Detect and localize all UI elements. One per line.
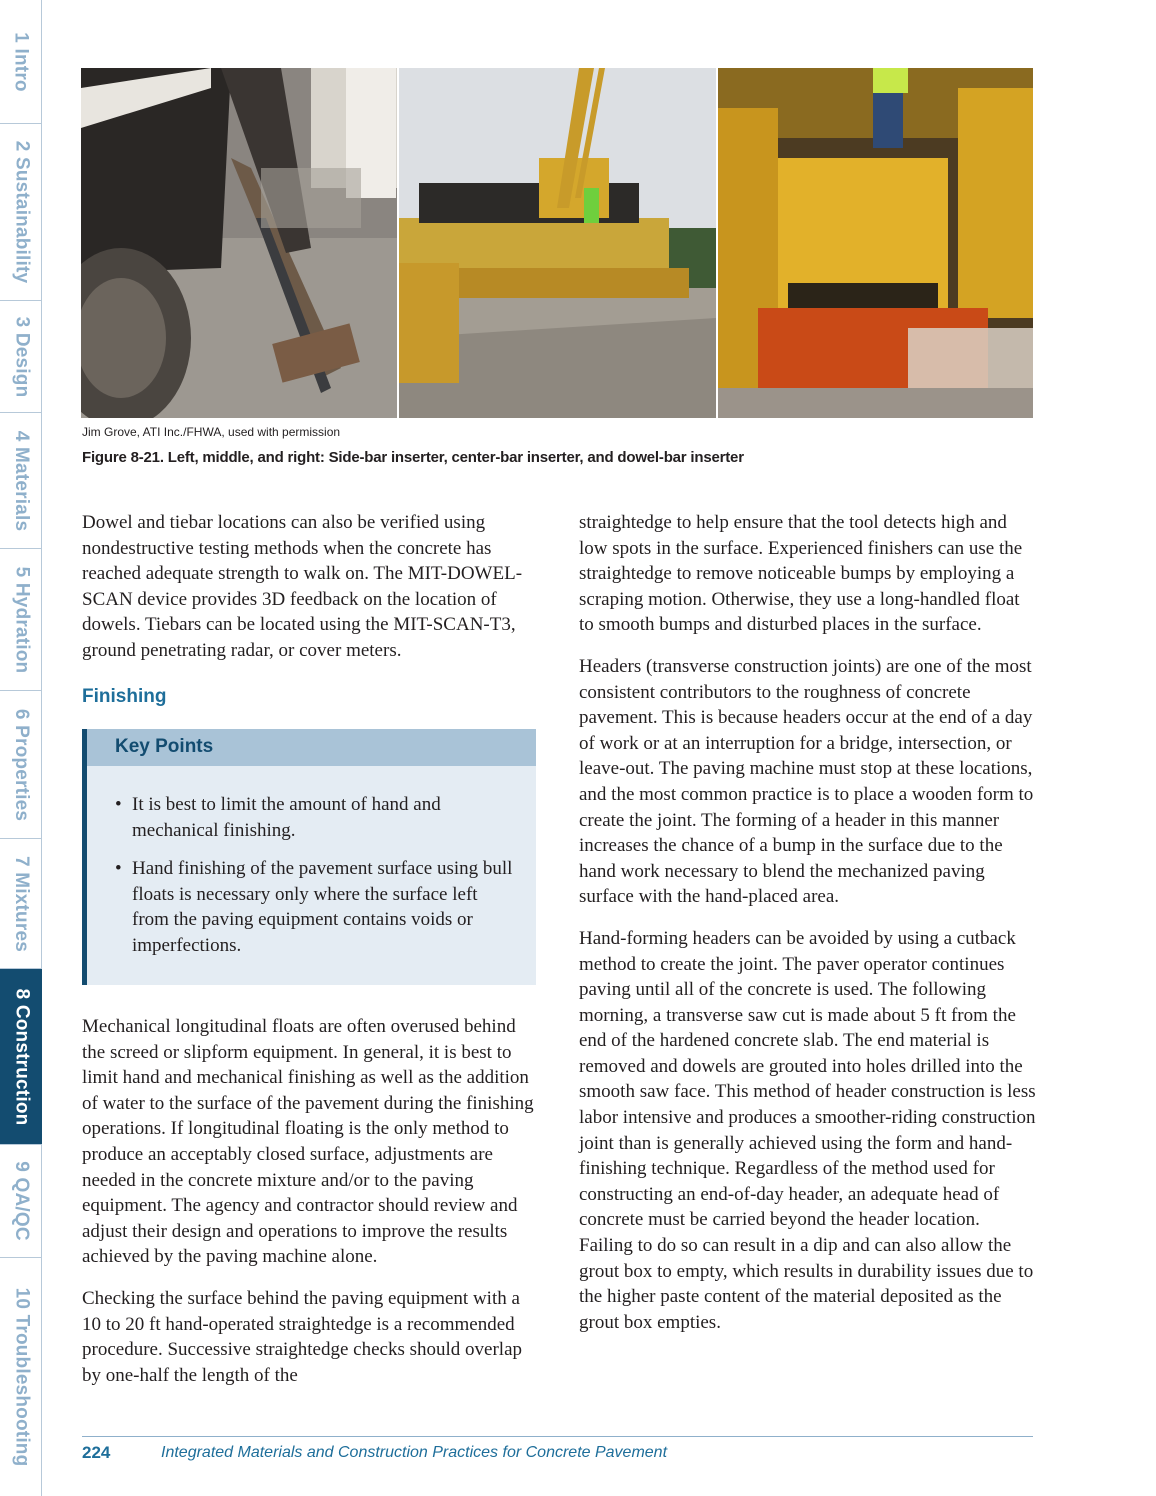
tab-sustainability[interactable] (0, 124, 42, 301)
tab-label: 6 Properties (11, 708, 33, 821)
tab-hydration[interactable] (0, 549, 42, 691)
page-number: 224 (82, 1443, 111, 1462)
right-column (579, 510, 1037, 1335)
tab-label: 7 Mixtures (11, 855, 33, 952)
paragraph-straightedge-use: straightedge to help ensure that the tool detects high and low spots in the surface. Experienced finishers can use the straightedge to remove noticeable bumps by employing a scraping motion. Otherwise, they use a long-handled float to smooth bumps and disturbed places in the surface. (579, 512, 1023, 636)
tab-label: 9 QA/QC (11, 1161, 32, 1241)
key-points-box (82, 729, 536, 985)
key-points-title: Key Points (115, 736, 214, 757)
tab-label: 10 Troubleshooting (11, 1287, 32, 1467)
paragraph-longitudinal-floats: Mechanical longitudinal floats are often overused behind the screed or slipform equipment. In general, it is best to limit hand and mechanical finishing as well as the addition of water to the surface of the pavement during the finishing operations. If longitudinal floating is the only method to produce an acceptably closed surface, adjustments are needed in the concrete mixture and/or to the paving equipment. The agency and contractor should review and adjust their design and operations to improve the results achieved by the paving machine alone. (82, 1016, 534, 1268)
tab-label: 2 Sustainability (11, 140, 33, 284)
paragraph-cutback-method: Hand-forming headers can be avoided by using a cutback method to create the joint. The paver operator continues paving until all of the concrete is used. The following morning, a transverse saw cut is made about 5 ft from the end of the hardened concrete slab. The end material is removed and dowels are grouted into holes drilled into the smooth saw face. This method of header construction is less labor intensive and produces a smoother-riding construction joint than is generally achieved using the form and hand-finishing technique. Regardless of the method used for constructing an end-of-day header, an adequate head of concrete must be carried beyond the header location. Failing to do so can result in a dip and can also allow the grout box to empty, which results in durability issues due to the higher paste content of the material deposited as the grout box empties. (579, 927, 1036, 1333)
photo-center-bar-inserter (399, 68, 716, 418)
key-points-list (115, 792, 515, 972)
footer-publication-title: Integrated Materials and Construction Practices for Concrete Pavement (161, 1444, 668, 1461)
tab-label: 3 Design (11, 316, 33, 397)
tab-construction[interactable] (0, 969, 42, 1145)
paragraph-dowel-verification: Dowel and tiebar locations can also be verified using nondestructive testing methods when the concrete has reached adequate strength to walk on. The MIT-DOWEL-SCAN device provides 3D feedback on the location of dowels. Tiebars can be located using the MIT-SCAN-T3, ground penetrating radar, or cover meters. (82, 512, 523, 661)
tab-label: 4 Materials (11, 430, 33, 531)
tab-troubleshooting[interactable] (0, 1258, 42, 1496)
photo-side-bar-inserter (81, 68, 397, 418)
paragraph-straightedge-check: Checking the surface behind the paving equipment with a 10 to 20 ft hand-operated straightedge is a recommended procedure. Successive straightedge checks should overlap by one-half the length of the (82, 1287, 523, 1386)
key-points-accent-bar (82, 729, 87, 985)
tab-label: 8 Construction (11, 988, 33, 1125)
key-point-item: • It is best to limit the amount of hand and mechanical finishing. (115, 792, 515, 843)
footer-divider (82, 1436, 1033, 1437)
section-heading-finishing: Finishing (82, 686, 167, 707)
left-column-top (82, 510, 542, 664)
tab-mixtures[interactable] (0, 839, 42, 969)
tab-intro[interactable] (0, 0, 42, 124)
left-column-bottom (82, 1014, 542, 1388)
key-point-item: • Hand finishing of the pavement surface using bull floats is necessary only where the surface left from the paving equipment contains voids or imperfections. (115, 856, 515, 958)
photo-credit: Jim Grove, ATI Inc./FHWA, used with permission (82, 425, 341, 439)
tab-materials[interactable] (0, 413, 42, 549)
tab-properties[interactable] (0, 691, 42, 839)
photo-dowel-bar-inserter (718, 68, 1033, 418)
tab-qaqc[interactable] (0, 1145, 42, 1258)
chapter-tab-nav (0, 0, 42, 1496)
figure-caption: Figure 8-21. Left, middle, and right: Side-bar inserter, center-bar inserter, and dowel-bar inserter (82, 449, 744, 466)
tab-label: 5 Hydration (11, 566, 32, 673)
tab-label: 1 Intro (11, 31, 32, 92)
paragraph-headers: Headers (transverse construction joints) are one of the most consistent contributors to the roughness of concrete pavement. This is because headers occur at the end of a day of work or at an interruption for a bridge, intersection, or leave-out. The paving machine must stop at these locations, and the most common practice is to place a wooden form to create the joint. The forming of a header in this manner increases the chance of a bump in the surface due to the hand work necessary to blend the mechanized paving surface with the hand-placed area. (579, 655, 1034, 908)
tab-design[interactable] (0, 301, 42, 413)
